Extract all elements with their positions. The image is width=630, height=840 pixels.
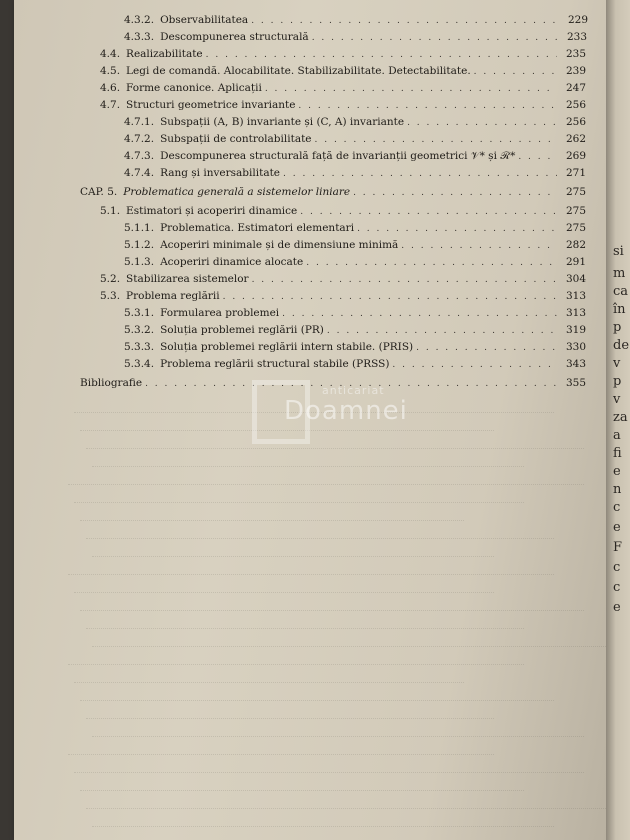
bleed-through-line: [92, 724, 584, 737]
watermark-top-text: anticariat: [322, 384, 385, 397]
toc-entry: [124, 150, 586, 166]
toc-entry-number: 5.1.: [100, 205, 121, 217]
toc-entry-page: 291: [565, 256, 586, 268]
right-page-fragment: m: [613, 266, 626, 281]
toc-entry-page: 304: [565, 273, 586, 285]
toc-entry-number: 4.7.4.: [124, 167, 155, 179]
toc-entry-label: [100, 99, 295, 111]
toc-entry-page: 271: [565, 167, 586, 179]
toc-entry-label: [124, 133, 312, 145]
right-page-fragment: F: [613, 540, 623, 555]
toc-entry: [124, 14, 588, 30]
toc-entry-page: 229: [567, 14, 588, 26]
toc-entry: [100, 290, 586, 306]
toc-entry: [124, 358, 586, 374]
bleed-through-line: [74, 490, 524, 503]
toc-entry-number: 5.3.: [100, 290, 121, 302]
toc-entry-title: Problema reglării: [126, 290, 220, 302]
bleed-through-line: [80, 598, 584, 611]
toc-entry-page: 247: [565, 82, 586, 94]
toc-entry-label: [100, 82, 262, 94]
toc-entry: [80, 186, 586, 202]
toc-entry-number: 5.3.2.: [124, 324, 155, 336]
toc-entry-number: CAP. 5.: [80, 186, 118, 198]
toc-entry: [124, 222, 586, 238]
bleed-through-line: [68, 652, 524, 665]
toc-entry-label: [124, 167, 280, 179]
bleed-through-line: [92, 454, 524, 467]
toc-entry-page: 275: [565, 205, 586, 217]
toc-entry: [124, 341, 586, 357]
toc-entry-page: 269: [565, 150, 586, 162]
toc-entry-number: 4.6.: [100, 82, 121, 94]
toc-entry-title: Soluția problemei reglării (PR): [160, 324, 324, 336]
toc-entry-title: Descompunerea structurală: [160, 31, 309, 43]
toc-leader-dots: [265, 84, 557, 94]
toc-entry-label: [124, 324, 324, 336]
toc-entry-title: Acoperiri minimale și de dimensiune minimă: [160, 239, 399, 251]
right-page-fragment: e: [613, 464, 621, 479]
toc-entry-page: 239: [565, 65, 586, 77]
bleed-through-line: [86, 526, 554, 539]
right-page-fragment: în: [613, 302, 626, 317]
right-page-fragment: v: [613, 392, 621, 407]
right-page-fragment: ca: [613, 284, 629, 299]
toc-entry-page: 235: [565, 48, 586, 60]
toc-entry-title: Observabilitatea: [160, 14, 249, 26]
toc-leader-dots: [315, 135, 557, 145]
toc-entry-title: Stabilizarea sistemelor: [126, 273, 249, 285]
toc-entry: [124, 324, 586, 340]
toc-entry-page: 256: [565, 116, 586, 128]
toc-leader-dots: [474, 67, 557, 77]
toc-leader-dots: [300, 207, 557, 217]
toc-leader-dots: [206, 50, 557, 60]
toc-entry: [124, 307, 586, 323]
right-page-fragment: de: [613, 338, 630, 353]
toc-leader-dots: [282, 309, 557, 319]
toc-leader-dots: [298, 101, 557, 111]
toc-entry-title: Legi de comandă. Alocabilitate. Stabilizabilitate. Detectabilitate.: [126, 65, 471, 77]
toc-entry-number: 5.1.2.: [124, 239, 155, 251]
right-page-fragment: e: [613, 520, 621, 535]
toc-leader-dots: [401, 241, 557, 251]
toc-leader-dots: [407, 118, 557, 128]
toc-entry-page: 343: [565, 358, 586, 370]
toc-entry-label: [80, 377, 142, 389]
toc-entry-page: 282: [565, 239, 586, 251]
toc-entry-title: Soluția problemei reglării intern stabile. (PRIS): [160, 341, 414, 353]
toc-entry: [124, 239, 586, 255]
toc-entry-number: 5.2.: [100, 273, 121, 285]
toc-leader-dots: [251, 16, 559, 26]
toc-entry: [124, 116, 586, 132]
toc-leader-dots: [392, 360, 557, 370]
bleed-through-line: [74, 760, 584, 773]
right-page-fragment: v: [613, 356, 621, 371]
toc-entry: [100, 205, 586, 221]
toc-entry-page: 256: [565, 99, 586, 111]
toc-entry-page: 275: [565, 222, 586, 234]
toc-entry-label: [124, 239, 398, 251]
toc-entry-title: Bibliografie: [80, 377, 143, 389]
toc-entry: [124, 133, 586, 149]
right-page-fragment: si: [613, 244, 624, 259]
right-page-fragment: za: [613, 410, 628, 425]
toc-entry-label: [124, 358, 389, 370]
toc-entry-label: [124, 341, 413, 353]
toc-entry-label: [80, 186, 350, 198]
toc-entry-label: [124, 116, 404, 128]
toc-entry: [100, 273, 586, 289]
bleed-through-line: [68, 742, 494, 755]
toc-entry-page: 275: [565, 186, 586, 198]
toc-entry-title: Subspații de controlabilitate: [160, 133, 312, 145]
toc-entry-label: [100, 48, 203, 60]
toc-leader-dots: [357, 224, 557, 234]
toc-entry-label: [124, 222, 354, 234]
watermark-main-text: Doamnei: [284, 396, 408, 426]
toc-entry-label: [124, 150, 515, 163]
toc-entry-page: 319: [565, 324, 586, 336]
toc-entry-title: Estimatori și acoperiri dinamice: [126, 205, 298, 217]
bleed-through-line: [68, 562, 554, 575]
toc-entry-number: 5.1.1.: [124, 222, 155, 234]
toc-entry-number: 4.7.: [100, 99, 121, 111]
right-page-fragment: p: [613, 374, 622, 389]
watermark: [240, 378, 410, 454]
toc-entry-title: Problematica. Estimatori elementari: [160, 222, 355, 234]
right-page-fragment: c: [613, 580, 621, 595]
toc-entry-number: 4.7.2.: [124, 133, 155, 145]
toc-entry-number: 4.3.2.: [124, 14, 155, 26]
toc-entry: [124, 31, 587, 47]
toc-entry-page: 355: [565, 377, 586, 389]
toc-entry-title: Problematica generală a sistemelor liniare: [123, 186, 351, 198]
bleed-through-line: [80, 508, 464, 521]
toc-entry: [100, 48, 586, 64]
bleed-through-line: [68, 472, 584, 485]
toc-entry-number: 4.3.3.: [124, 31, 155, 43]
toc-entry-label: [124, 256, 303, 268]
bleed-through-line: [80, 688, 554, 701]
bleed-through-line: [92, 544, 494, 557]
toc-entry-label: [100, 273, 249, 285]
toc-entry-page: 262: [565, 133, 586, 145]
toc-entry-label: [100, 65, 471, 77]
toc-entry-number: 4.5.: [100, 65, 121, 77]
toc-entry-title: Problema reglării structural stabile (PRSS): [160, 358, 390, 370]
bleed-through-line: [74, 670, 464, 683]
toc-entry-label: [124, 31, 309, 43]
toc-entry: [100, 99, 586, 115]
toc-entry-page: 330: [565, 341, 586, 353]
toc-entry-title: Forme canonice. Aplicații: [126, 82, 262, 94]
right-page-fragment: n: [613, 482, 622, 497]
right-page-fragment: fi: [613, 446, 622, 461]
toc-entry-title: Structuri geometrice invariante: [126, 99, 296, 111]
toc-leader-dots: [518, 152, 557, 162]
toc-leader-dots: [252, 275, 557, 285]
book-page-right-edge: [606, 0, 630, 840]
toc-entry-title: Rang și inversabilitate: [160, 167, 281, 179]
toc-entry-page: 313: [565, 290, 586, 302]
toc-leader-dots: [327, 326, 557, 336]
toc-entry-number: 4.7.3.: [124, 150, 155, 162]
bleed-through-line: [92, 814, 554, 827]
right-page-fragment: c: [613, 560, 621, 575]
toc-leader-dots: [353, 188, 557, 198]
bleed-through-line: [86, 616, 524, 629]
toc-leader-dots: [312, 33, 558, 43]
toc-entry-title: Subspații (A, B) invariante și (C, A) invariante: [160, 116, 405, 128]
toc-entry: [100, 65, 586, 81]
toc-leader-dots: [416, 343, 557, 353]
toc-entry-title: Descompunerea structurală față de invarianții geometrici 𝒱* și ℛ*: [160, 150, 516, 162]
toc-entry-label: [124, 307, 279, 319]
bleed-through-line: [80, 778, 524, 791]
toc-entry: [124, 167, 586, 183]
toc-entry-title: Realizabilitate: [126, 48, 203, 60]
bleed-through-line: [86, 796, 606, 809]
toc-entry-number: 4.7.1.: [124, 116, 155, 128]
toc-entry-number: 4.4.: [100, 48, 121, 60]
right-page-fragment: p: [613, 320, 622, 335]
toc-entry-label: [100, 290, 220, 302]
book-page-left: [14, 0, 606, 840]
toc-entry-label: [100, 205, 297, 217]
toc-entry-number: 5.3.3.: [124, 341, 155, 353]
toc-leader-dots: [306, 258, 557, 268]
toc-entry: [100, 82, 586, 98]
toc-entry-number: 5.3.4.: [124, 358, 155, 370]
bleed-through-line: [74, 580, 494, 593]
toc-entry-label: [124, 14, 248, 26]
toc-entry-page: 233: [566, 31, 587, 43]
bleed-through-line: [92, 634, 606, 647]
toc-entry-page: 313: [565, 307, 586, 319]
bleed-through-line: [86, 706, 494, 719]
toc-leader-dots: [283, 169, 557, 179]
toc-entry: [124, 256, 586, 272]
toc-entry-title: Formularea problemei: [160, 307, 280, 319]
right-page-fragment: a: [613, 428, 621, 443]
toc-entry-number: 5.1.3.: [124, 256, 155, 268]
toc-entry-title: Acoperiri dinamice alocate: [160, 256, 304, 268]
right-page-fragment: c: [613, 500, 621, 515]
right-page-fragment: e: [613, 600, 621, 615]
toc-leader-dots: [223, 292, 557, 302]
toc-entry-number: 5.3.1.: [124, 307, 155, 319]
